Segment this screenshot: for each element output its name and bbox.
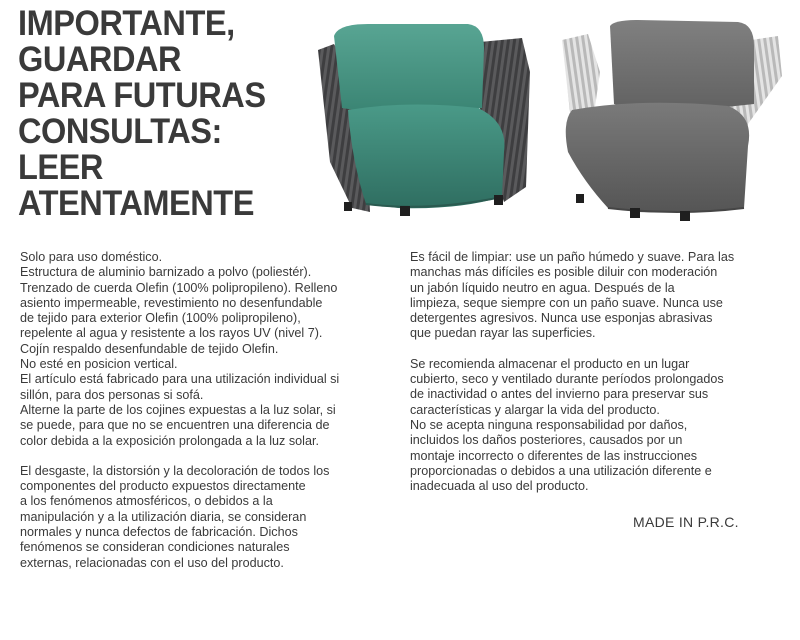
left-text-column	[20, 250, 380, 571]
text-line: manipulación y a la utilización diaria, se consideran	[20, 509, 307, 524]
text-line: sillón, para dos personas si sofá.	[20, 387, 204, 402]
title-line: CONSULTAS:	[18, 112, 222, 151]
text-line: Se recomienda almacenar el producto en un lugar	[410, 356, 690, 371]
text-line: inadecuada al uso del producto.	[410, 479, 589, 494]
text-line: detergentes agresivos. Nunca use esponjas abrasivas	[410, 311, 713, 326]
text-line: asiento impermeable, revestimiento no desenfundable	[20, 295, 323, 310]
text-line: incluidos los daños posteriores, causados por un	[410, 433, 683, 448]
text-line: características y alargar la vida del producto.	[410, 402, 660, 417]
made-in-label: MADE IN P.R.C.	[633, 514, 739, 530]
text-line: Alterne la parte de los cojines expuestas a la luz solar, si	[20, 402, 336, 417]
text-line: repelente al agua y resistente a los rayos UV (nivel 7).	[20, 326, 323, 341]
text-line: limpieza, seque siempre con un paño suave. Nunca use	[410, 295, 723, 310]
text-line: montaje incorrecto o diferentes de las instrucciones	[410, 448, 698, 463]
title-line: IMPORTANTE,	[18, 4, 235, 43]
title-line: LEER	[18, 148, 103, 187]
chair-right-image	[562, 20, 782, 221]
right-text-column	[410, 250, 780, 494]
text-line: El desgaste, la distorsión y la decoloración de todos los	[20, 463, 330, 478]
text-line: Estructura de aluminio barnizado a polvo (poliestér).	[20, 265, 312, 280]
text-line: proporcionadas o debidos a una utilización diferente e	[410, 463, 712, 478]
text-line: un jabón líquido neutro en agua. Después de la	[410, 280, 675, 295]
text-line: Cojín respaldo desenfundable de tejido Olefin.	[20, 341, 279, 356]
text-line: normales y nunca defectos de fabricación. Dichos	[20, 525, 298, 540]
text-line: a los fenómenos atmosféricos, o debidos a la	[20, 494, 273, 509]
text-line: El artículo está fabricado para una utilización individual si	[20, 372, 340, 387]
text-line: que puedan rayar las superficies.	[410, 326, 596, 341]
title-line: GUARDAR	[18, 40, 182, 79]
text-line: color debida a la exposición prolongada a la luz solar.	[20, 433, 319, 448]
text-line: Solo para uso doméstico.	[20, 250, 163, 264]
text-line: se puede, para que no se encuentren una diferencia de	[20, 418, 330, 433]
chair-left-image	[318, 24, 530, 216]
text-line: Trenzado de cuerda Olefin (100% polipropileno). Relleno	[20, 280, 338, 295]
text-line: manchas más difíciles es posible diluir con moderación	[410, 265, 718, 280]
text-line: Es fácil de limpiar: use un paño húmedo y suave. Para las	[410, 250, 735, 264]
text-line: componentes del producto expuestos directamente	[20, 479, 306, 494]
text-line: No esté en posicion vertical.	[20, 357, 178, 372]
text-line: de inactividad o antes del invierno para preservar sus	[410, 387, 709, 402]
title-line: ATENTAMENTE	[18, 184, 254, 223]
text-line: No se acepta ninguna responsabilidad por daños,	[410, 417, 688, 432]
text-line: fenómenos se consideran condiciones naturales	[20, 540, 290, 555]
product-photos	[308, 12, 788, 227]
text-line: externas, relacionadas con el uso del producto.	[20, 555, 284, 570]
page-title	[18, 6, 266, 222]
text-line: cubierto, seco y ventilado durante períodos prolongados	[410, 372, 724, 387]
text-line: de tejido para exterior Olefin (100% polipropileno),	[20, 311, 301, 326]
title-line: PARA FUTURAS	[18, 76, 266, 115]
